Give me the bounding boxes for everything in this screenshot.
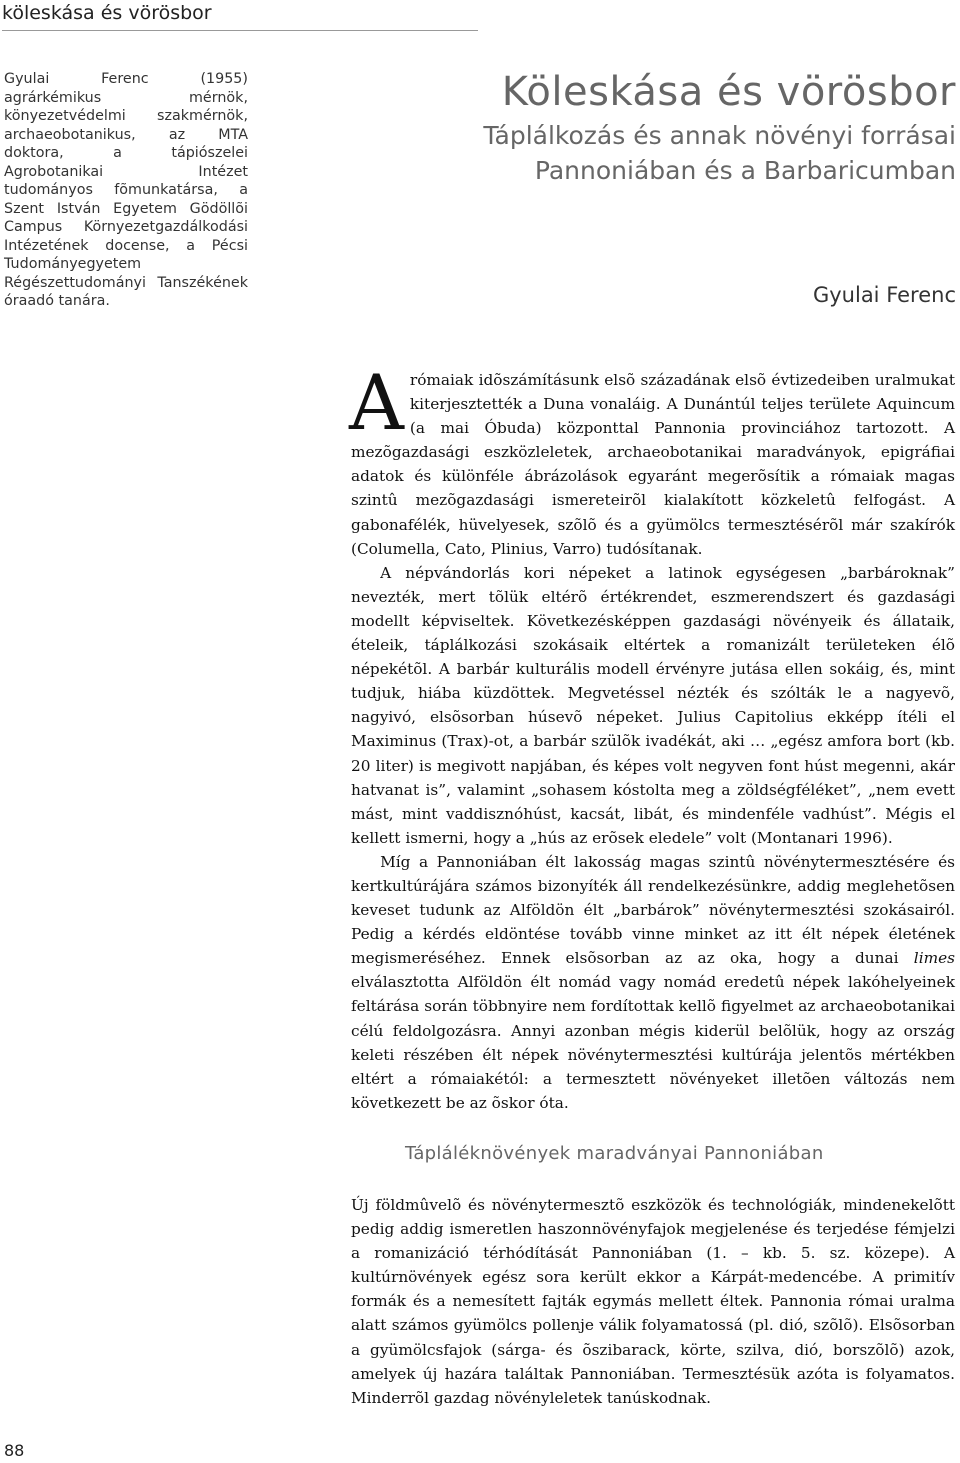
running-head: köleskása és vörösbor — [2, 2, 212, 24]
paragraph-1-text: rómaiak idõszámításunk elsõ századának elsõ évtizedeiben uralmukat kiterjesztették a Duna vonaláig. A Dunántúl teljes területe Aquincum (a mai Óbuda) központtal Pannonia provinciához tartozott. A mezõgazdasági eszközleletek, archaeobotanikai maradványok, epigráfiai adatok és különféle ábrázolások egyaránt megerõsítik a rómaiak magas szintû mezõgazdasági ismereteirõl kialakított közkeletû felfogást. A gabonafélék, hüvelyesek, szõlõ és a gyümölcs termesztésérõl már szakírók (Columella, Cato, Plinius, Varro) tudósítanak. — [351, 371, 955, 558]
author-bio: Gyulai Ferenc (1955) agrárkémikus mérnök, könyezetvédelmi szakmérnök, archaeobotanikus, az MTA doktora, a tápiószelei Agrobotanikai Intézet tudományos fõmunkatársa, a Szent István Egyetem Gödöllõi Campus Környezetgazdálkodási Intézetének docense, a Pécsi Tudományegyetem Régészettudományi Tanszékének óraadó tanára. — [4, 71, 248, 309]
paragraph-2: A népvándorlás kori népeket a latinok egységesen „barbároknak” nevezték, mert tõlük eltérõ értékrendet, eszmerendszert és gazdasági modellt képviseltek. Következésképpen gazdasági növényeik és állataik, ételeik, táplálkozási szokásaik eltértek a romanizált területeken élõ népekétõl. A barbár kulturális modell érvényre jutása ellen sokáig, és, mint tudjuk, hiába küzdöttek. Megvetéssel nézték és szólták le a nagyevõ, nagyivó, elsõsorban húsevõ népeket. Julius Capitolius ekképp ítéli el Maximinus (Trax)-ot, a barbár szülõk ivadékát, aki … „egész amfora bort (kb. 20 liter) is megivott napjában, és képes volt negyven font húst megenni, akár hatvanat is”, valamint „sohasem kóstolta meg a zöldségféléket”, „nem evett mást, mint vaddisznóhúst, kacsát, libát, és mindenféle vadhúst”. Mégis el kellett ismerni, hogy a „hús az erõsek eledele” volt (Montanari 1996). — [351, 563, 955, 847]
drop-cap: A — [349, 358, 404, 447]
article-title: Köleskása és vörösbor — [501, 69, 956, 115]
section-paragraph: Új földmûvelõ és növénytermesztõ eszközök és technológiák, mindenekelõtt pedig addig ismeretlen haszonnövényfajok megjelenése és terjedése fémjelzi a romanizáció térhódítását Pannoniában (1. – kb. 5. sz. közepe). A kultúrnövények egész sora került ekkor a Kárpát-medencébe. A primitív formák és a nemesített fajták egymás mellett éltek. Pannonia római uralma alatt számos gyümölcs pollenje válik folyamatossá (pl. dió, szõlõ). Elsõsorban a gyümölcsfajok (sárga- és õszibarack, körte, szilva, dió, borszõlõ) azok, amelyek új hazára találtak Pannoniában. Termesztésük azóta is folyamatos. Minderrõl gazdag növényleletek tanúskodnak. — [351, 1196, 955, 1407]
header-rule — [2, 30, 478, 31]
paragraph-3-text-a: Míg a Pannoniában élt lakosság magas szintû növénytermesztésére és kertkultúrájára számos bizonyíték áll rendelkezésünkre, addig meglehetõsen keveset tudunk az Alföldön élt „barbárok” növénytermesztési szokásairól. Pedig a kérdés eldöntése tovább vinne minket az itt élt népek életének megismeréséhez. Ennek elsõsorban az az oka, hogy a dunai — [351, 852, 955, 968]
paragraph-3-italic: limes — [913, 949, 955, 968]
paragraph-3-text-b: elválasztotta Alföldön élt nomád vagy nomád eredetû népek lakóhelyeinek feltárása során többnyire nem fordítottak kellõ figyelmet az archaeobotanikai célú feldolgozásra. Annyi azonban mégis kiderül belõlük, hogy az ország keleti részében élt népek növénytermesztési kultúrája jelentõs mértékben eltért a rómaiakétól: a termesztett növényeket illetõen változás nem következett be az õskor óta. — [351, 973, 955, 1112]
page-number: 88 — [4, 1441, 25, 1460]
article-body — [349, 358, 955, 1115]
author-name: Gyulai Ferenc — [812, 283, 956, 307]
article-subtitle-line1: Táplálkozás és annak növényi forrásai — [483, 121, 956, 150]
paragraph-3 — [351, 850, 955, 1115]
paragraph-1 — [349, 358, 955, 561]
title-block — [336, 66, 956, 188]
article-subtitle-line2: Pannoniában és a Barbaricumban — [534, 156, 956, 185]
section-heading: Tápláléknövények maradványai Pannoniában — [405, 1143, 824, 1164]
section-body — [351, 1193, 955, 1410]
